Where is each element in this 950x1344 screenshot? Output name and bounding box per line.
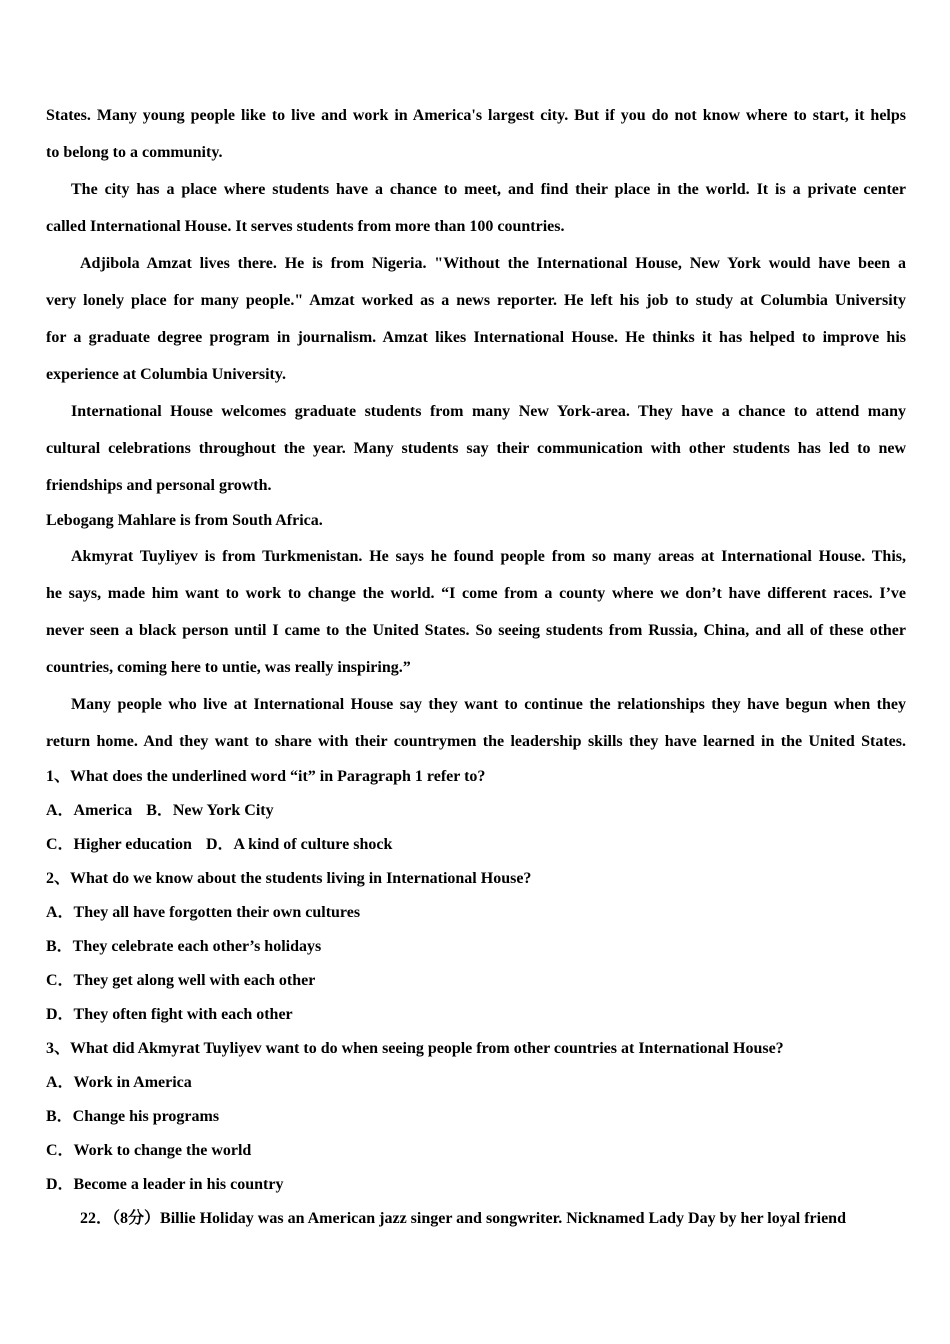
paragraph-6-line-1: Akmyrat Tuyliyev is from Turkmenistan. He says he found people from so many areas at International House. This,: [71, 548, 906, 565]
document-page: [46, 97, 906, 1236]
question-3-option-d: D．Become a leader in his country: [46, 1176, 284, 1193]
question-2-option-b: B．They celebrate each other’s holidays: [46, 938, 322, 955]
paragraph-6-line-2: he says, made him want to work to change the world. “I come from a county where we don’t have different races. I’ve: [46, 585, 906, 602]
paragraph-7-line-2: return home. And they want to share with their countrymen the leadership skills they have learned in the United States.: [46, 733, 906, 750]
paragraph-4-line-2: cultural celebrations throughout the year. Many students say their communication with other students has led to new: [46, 440, 906, 457]
question-1-option-a: A．America: [46, 802, 133, 819]
question-3-option-c: C．Work to change the world: [46, 1142, 252, 1159]
paragraph-3-line-1: Adjibola Amzat lives there. He is from Nigeria. "Without the International House, New York would have been a: [80, 255, 906, 272]
paragraph-3-line-4: experience at Columbia University.: [46, 366, 286, 383]
question-2-option-a: A．They all have forgotten their own cultures: [46, 904, 361, 921]
paragraph-4-line-1: International House welcomes graduate students from many New York-area. They have a chance to attend many: [71, 403, 906, 420]
paragraph-7-line-1: Many people who live at International House say they want to continue the relationships they have begun when they: [71, 696, 906, 713]
paragraph-1-line-2: to belong to a community.: [46, 144, 223, 161]
paragraph-2-line-2: called International House. It serves students from more than 100 countries.: [46, 218, 565, 235]
question-1-options-ab: [46, 794, 906, 828]
paragraph-4-line-3: friendships and personal growth.: [46, 477, 272, 494]
section-22-text: Billie Holiday was an American jazz singer and songwriter. Nicknamed Lady Day by her loyal friend: [160, 1210, 846, 1227]
paragraph-1-line-1: States. Many young people like to live and work in America's largest city. But if you do not know where to start, it helps: [46, 107, 906, 124]
section-22-number: 22．（8分）: [80, 1210, 161, 1227]
question-3-option-a: A．Work in America: [46, 1074, 192, 1091]
question-2-option-d: D．They often fight with each other: [46, 1006, 293, 1023]
section-22-intro: [46, 1202, 906, 1236]
question-3-stem: 3、What did Akmyrat Tuyliyev want to do when seeing people from other countries at International House?: [46, 1040, 784, 1057]
paragraph-2-line-1: The city has a place where students have a chance to meet, and find their place in the world. It is a private center: [71, 181, 906, 198]
question-1-option-c: C．Higher education: [46, 836, 192, 853]
question-1-option-b: B．New York City: [146, 802, 274, 819]
paragraph-6-line-4: countries, coming here to untie, was really inspiring.”: [46, 659, 411, 676]
paragraph-3-line-3: for a graduate degree program in journalism. Amzat likes International House. He thinks it has helped to improve his: [46, 329, 906, 346]
paragraph-5: Lebogang Mahlare is from South Africa.: [46, 512, 323, 529]
question-2-stem: 2、What do we know about the students living in International House?: [46, 870, 532, 887]
question-2-option-c: C．They get along well with each other: [46, 972, 316, 989]
question-3-option-b: B．Change his programs: [46, 1108, 220, 1125]
question-1-options-cd: [46, 828, 906, 862]
paragraph-6-line-3: never seen a black person until I came to the United States. So seeing students from Russia, China, and all of these other: [46, 622, 906, 639]
question-1-option-d: D．A kind of culture shock: [205, 836, 393, 853]
paragraph-3-line-2: very lonely place for many people." Amzat worked as a news reporter. He left his job to study at Columbia University: [46, 292, 906, 309]
question-1-stem: 1、What does the underlined word “it” in Paragraph 1 refer to?: [46, 768, 486, 785]
